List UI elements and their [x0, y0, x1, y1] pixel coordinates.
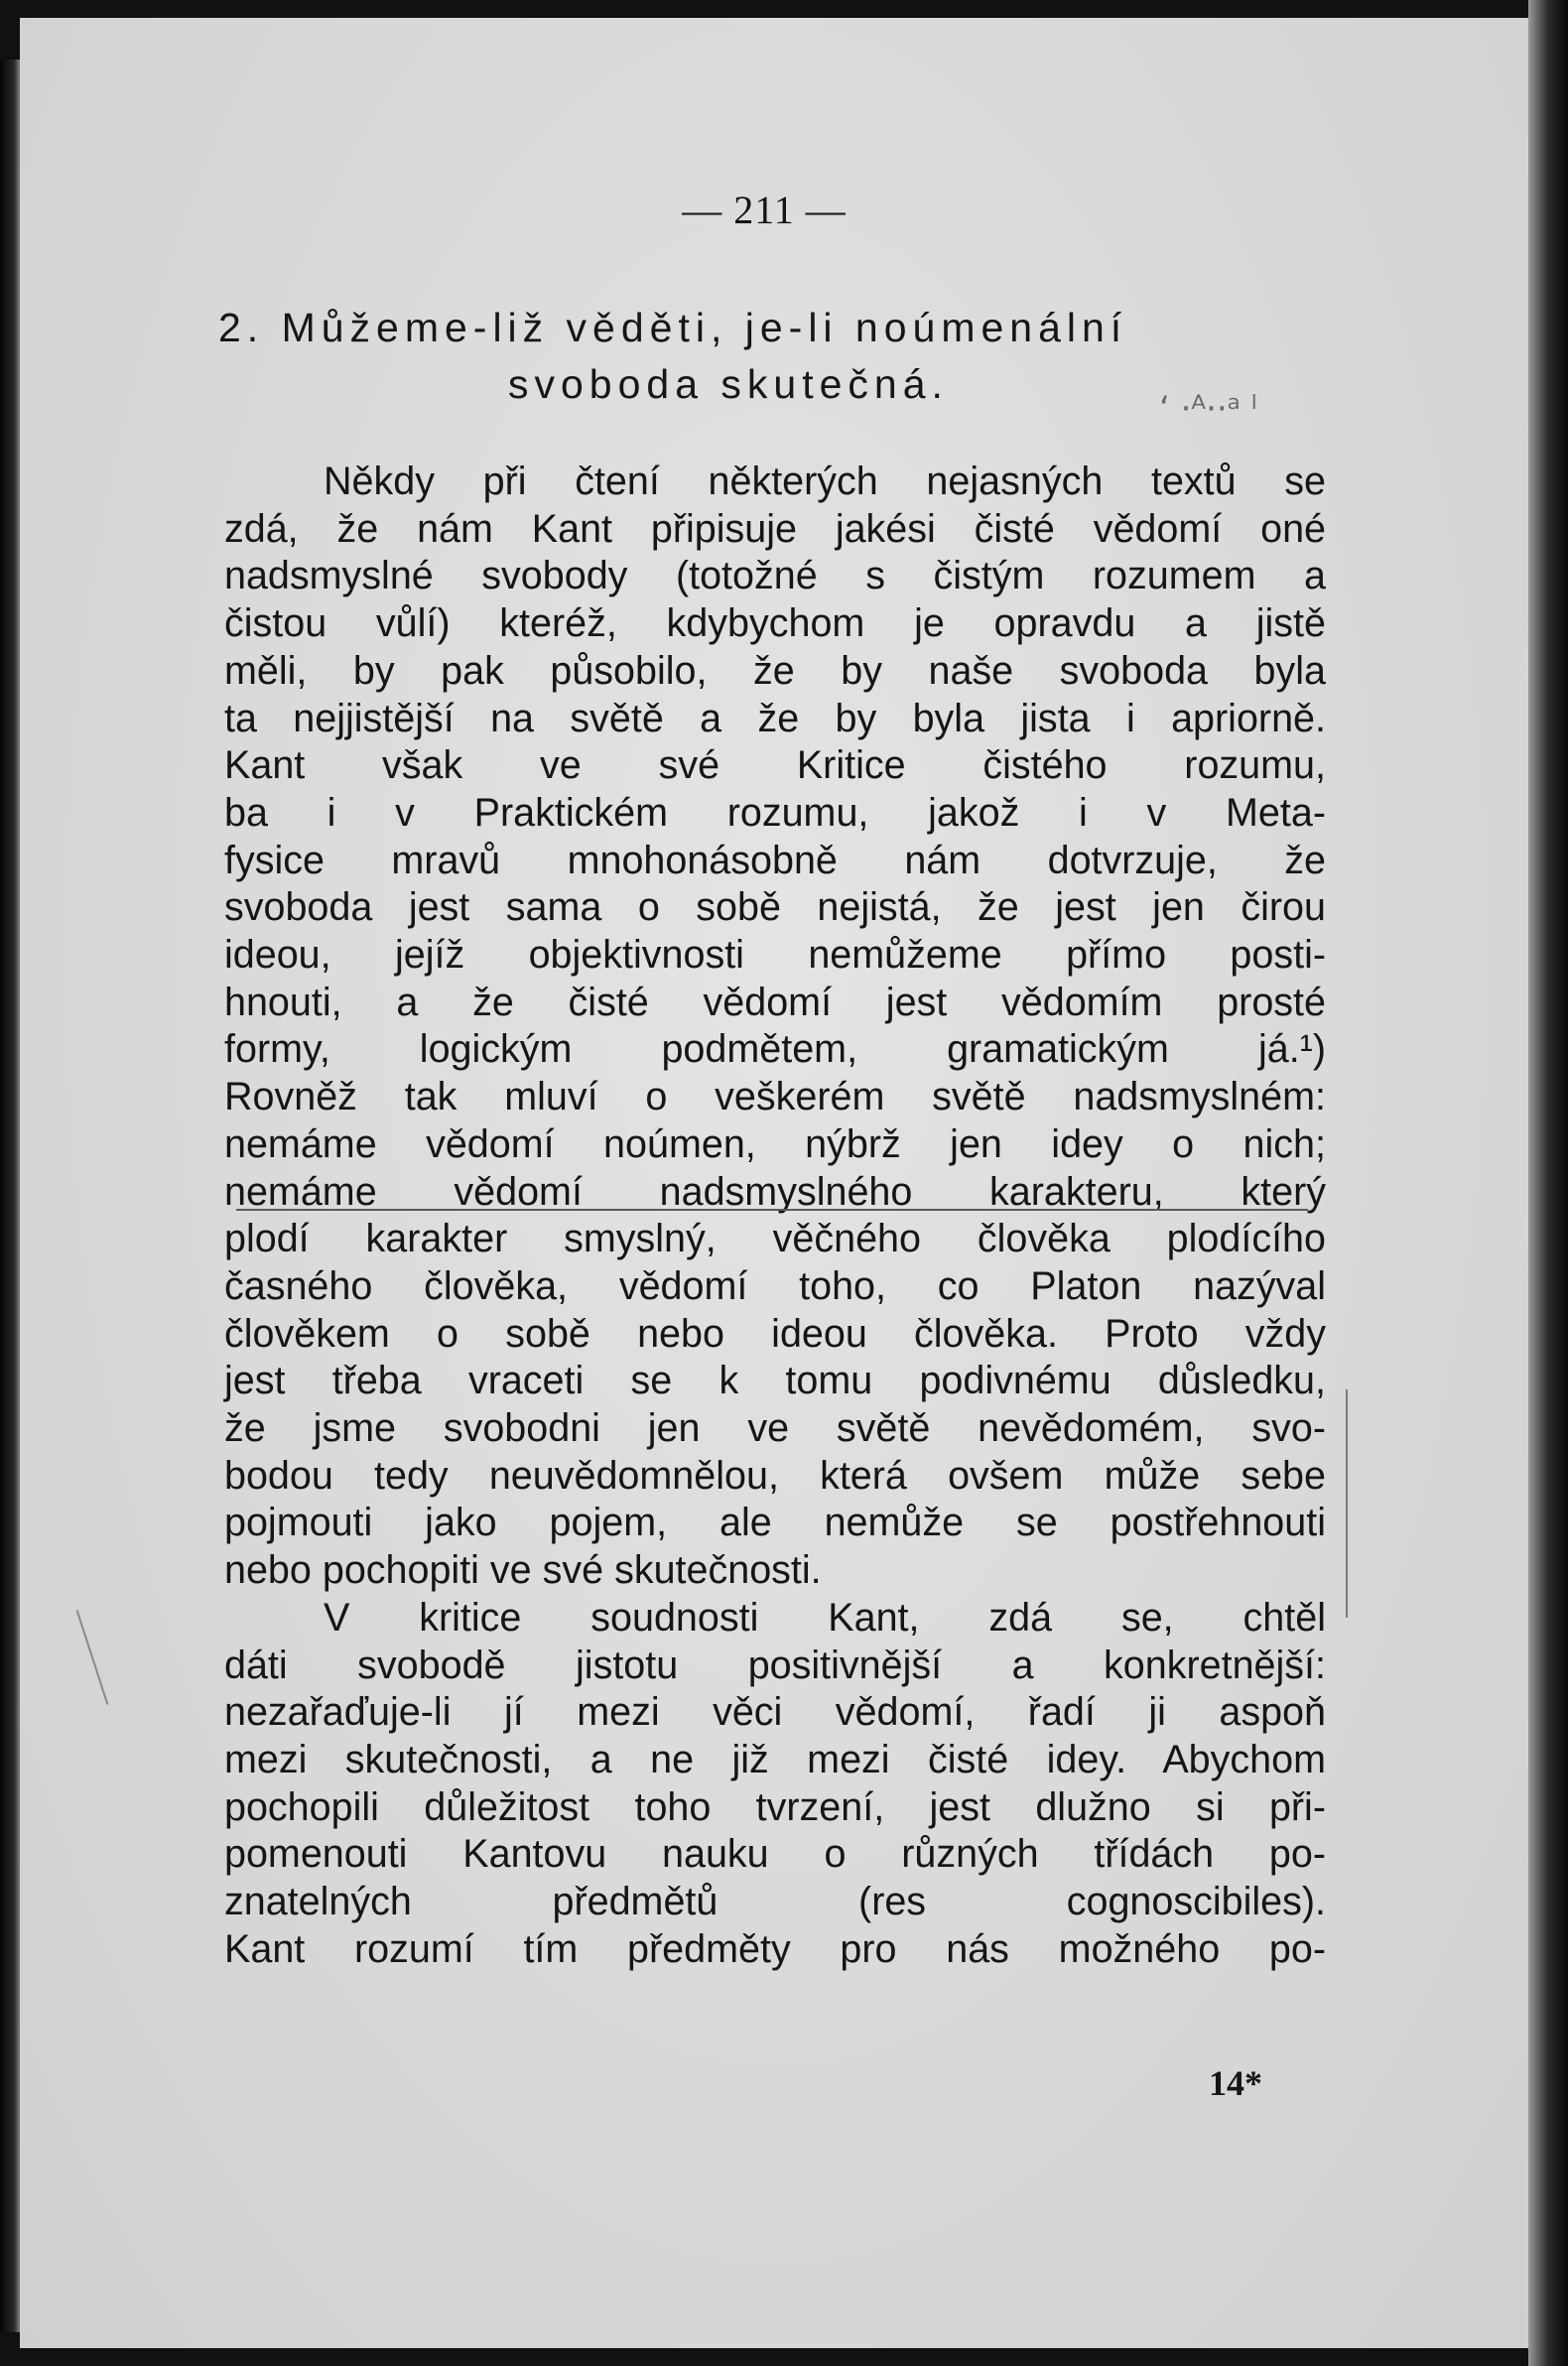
text-line: V kritice soudnosti Kant, zdá se, chtěl — [324, 1595, 1326, 1640]
heading-line-2: svoboda skutečná. — [508, 361, 949, 407]
body-text — [224, 459, 1326, 1974]
text-line: dáti svobodě jistotu positivnější a konkretnější: — [224, 1643, 1326, 1687]
text-line: plodí karakter smyslný, věčného člověka plodícího — [224, 1217, 1326, 1261]
text-line: nemáme vědomí nadsmyslného karakteru, který — [224, 1169, 1326, 1214]
text-line: bodou tedy neuvědomnělou, která ovšem může sebe — [224, 1453, 1326, 1498]
text-line: že jsme svobodni jen ve světě nevědomém, svo- — [224, 1406, 1326, 1451]
text-line: člověkem o sobě nebo ideou člověka. Proto vždy — [224, 1311, 1326, 1356]
text-line: měli, by pak působilo, že by naše svoboda byla — [224, 648, 1326, 693]
text-line: jest třeba vraceti se k tomu podivnému důsledku, — [224, 1359, 1326, 1403]
text-line: Někdy při čtení některých nejasných textů se — [324, 460, 1326, 503]
page-number: — 211 — — [682, 188, 847, 232]
page-edge-shadow — [1528, 0, 1568, 2366]
text-line: nadsmyslné svobody (totožné s čistým rozumem a — [224, 554, 1326, 598]
text-line: fysice mravů mnohonásobně nám dotvrzuje, že — [224, 838, 1326, 882]
text-line: svoboda jest sama o sobě nejistá, že jest jen čirou — [224, 885, 1326, 930]
text-line: pochopili důležitost toho tvrzení, jest dlužno si při- — [224, 1784, 1326, 1829]
text-line: mezi skutečnosti, a ne již mezi čisté idey. Abychom — [224, 1737, 1326, 1781]
pencil-underline — [236, 1209, 1308, 1211]
margin-pencil-line — [1346, 1389, 1348, 1618]
text-line: ideou, jejíž objektivnosti nemůžeme přímo posti- — [224, 933, 1326, 978]
heading-line-1: 2. Můžeme-liž věděti, je-li noúmenální — [218, 305, 1128, 350]
text-line: čistou vůlí) kteréž, kdybychom je opravdu a jistě — [224, 601, 1326, 646]
text-line: časného člověka, vědomí toho, co Platon nazýval — [224, 1263, 1326, 1308]
text-line: nemáme vědomí noúmen, nýbrž jen idey o nich; — [224, 1121, 1326, 1166]
text-line: znatelných předmětů (res cognoscibiles). — [224, 1880, 1326, 1924]
pencil-mark-icon: ʻ ·ᴬ··ᵃ ˡ — [1159, 389, 1257, 429]
text-line: Rovněž tak mluví o veškerém světě nadsmyslném: — [224, 1075, 1326, 1119]
text-line: ba i v Praktickém rozumu, jakož i v Meta- — [224, 790, 1326, 835]
text-line: pojmouti jako pojem, ale nemůže se postřehnouti — [224, 1501, 1326, 1545]
text-line: nezařaďuje-li jí mezi věci vědomí, řadí ji aspoň — [224, 1690, 1326, 1735]
text-line: pomenouti Kantovu nauku o různých třídách po- — [224, 1832, 1326, 1877]
text-line: Kant rozumí tím předměty pro nás možného po- — [224, 1926, 1326, 1971]
text-line: Kant však ve své Kritice čistého rozumu, — [224, 743, 1326, 788]
text-line: hnouti, a že čisté vědomí jest vědomím prosté — [224, 980, 1326, 1024]
text-line: ta nejjistější na světě a že by byla jista i apriorně. — [224, 696, 1326, 740]
text-line: nebo pochopiti ve své skutečnosti. — [224, 1548, 822, 1593]
signature-catchword: 14* — [1209, 2063, 1262, 2103]
text-line: zdá, že nám Kant připisuje jakési čisté vědomí oné — [224, 506, 1326, 551]
text-line: formy, logickým podmětem, gramatickým já.¹) — [224, 1027, 1326, 1072]
